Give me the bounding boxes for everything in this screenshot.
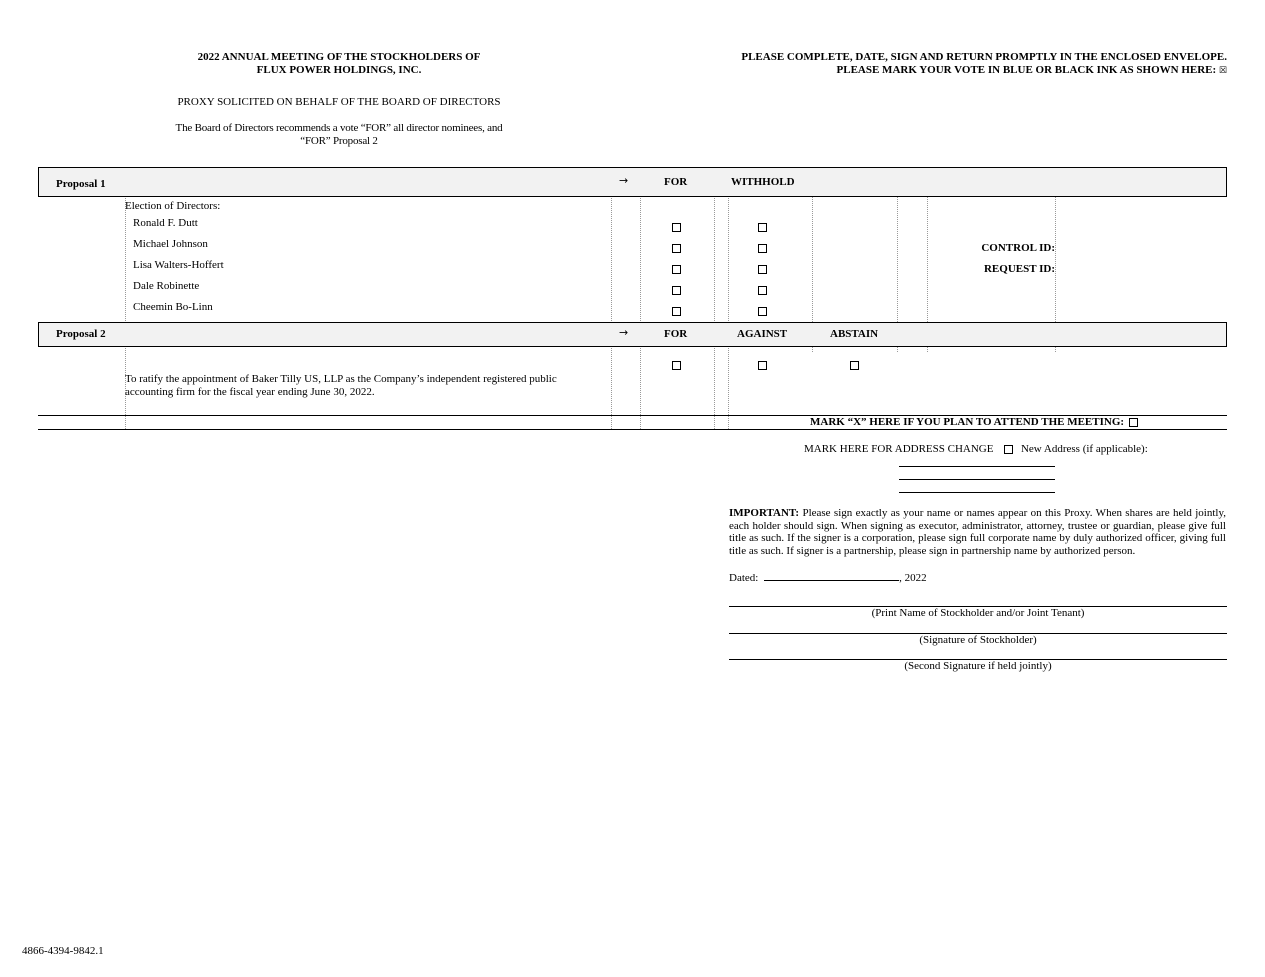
proposal2-against-header: AGAINST — [737, 328, 788, 340]
print-name-caption: (Print Name of Stockholder and/or Joint Tenant) — [871, 607, 1085, 619]
proposal1-arrow-icon: → — [619, 174, 629, 187]
column-guide — [728, 167, 729, 429]
nominee-for-checkbox[interactable] — [672, 286, 681, 295]
example-mark-icon: ☒ — [1218, 65, 1227, 76]
attend-meeting — [810, 416, 1138, 428]
board-recommendation — [139, 122, 539, 147]
election-intro: Election of Directors: — [125, 200, 221, 212]
return-instructions-line1: PLEASE COMPLETE, DATE, SIGN AND RETURN PROMPTLY IN THE ENCLOSED ENVELOPE. — [741, 51, 1227, 63]
second-signature-caption: (Second Signature if held jointly) — [904, 660, 1052, 672]
nominee-withhold-checkbox[interactable] — [758, 286, 767, 295]
nominee-name: Dale Robinette — [133, 280, 200, 292]
proposal1-withhold-header: WITHHOLD — [731, 176, 795, 188]
proposal2-header-band — [38, 322, 1227, 347]
nominee-withhold-checkbox[interactable] — [758, 307, 767, 316]
mark-instructions — [741, 64, 1227, 78]
nominee-for-checkbox[interactable] — [672, 307, 681, 316]
proposal1-for-header: FOR — [664, 176, 688, 188]
meeting-title-line1: 2022 ANNUAL MEETING OF THE STOCKHOLDERS OF — [197, 51, 481, 63]
meeting-title-line2: FLUX POWER HOLDINGS, INC. — [256, 63, 422, 76]
address-line[interactable] — [899, 466, 1055, 467]
column-guide — [640, 167, 641, 429]
column-guide — [714, 167, 715, 429]
document-id: 4866-4394-9842.1 — [22, 945, 104, 957]
nominee-for-checkbox[interactable] — [672, 223, 681, 232]
proposal2-for-header: FOR — [664, 328, 688, 340]
address-line[interactable] — [899, 479, 1055, 480]
nominee-withhold-checkbox[interactable] — [758, 223, 767, 232]
dated-label: Dated: — [729, 572, 759, 584]
board-recommendation-line2: “FOR” Proposal 2 — [300, 134, 378, 147]
address-line[interactable] — [899, 492, 1055, 493]
proposal2-abstain-checkbox[interactable] — [850, 361, 859, 370]
important-lead: IMPORTANT: — [729, 507, 800, 519]
signature-caption: (Signature of Stockholder) — [919, 634, 1037, 646]
dated-row — [729, 571, 927, 584]
proposal1-header-band — [38, 167, 1227, 197]
proxy-solicited: PROXY SOLICITED ON BEHALF OF THE BOARD OF DIRECTORS — [177, 96, 501, 108]
proposal2-description — [125, 373, 557, 398]
nominee-name: Ronald F. Dutt — [133, 217, 198, 229]
return-instructions — [741, 51, 1227, 77]
mark-instructions-line2: PLEASE MARK YOUR VOTE IN BLUE OR BLACK INK AS SHOWN HERE: — [836, 63, 1217, 76]
proposal2-description-line2: accounting firm for the fiscal year ending June 30, 2022. — [125, 385, 375, 398]
important-text: Please sign exactly as your name or names appear on this Proxy. When shares are held jointly, each holder should sign. When signing as executor, administrator, attorney, trustee or guardian, please give full title as such. If the signer is a corporation, please sign full corporate name by duly authorized officer, giving full title as such. If signer is a partnership, please sign in partnership name by authorized person. — [729, 507, 1226, 557]
proposal1-label: Proposal 1 — [56, 178, 106, 190]
nominee-withhold-checkbox[interactable] — [758, 244, 767, 253]
proposal2-arrow-icon: → — [619, 326, 629, 339]
dated-year: , 2022 — [899, 572, 927, 584]
proposal2-against-checkbox[interactable] — [758, 361, 767, 370]
address-change-label: MARK HERE FOR ADDRESS CHANGE — [804, 443, 994, 455]
column-guide — [611, 167, 612, 429]
nominee-for-checkbox[interactable] — [672, 265, 681, 274]
proposal2-description-line1: To ratify the appointment of Baker Tilly US, LLP as the Company’s independent registered public — [125, 373, 557, 385]
new-address-label: New Address (if applicable): — [1020, 443, 1148, 455]
nominee-name: Michael Johnson — [133, 238, 208, 250]
attend-meeting-label: MARK “X” HERE IF YOU PLAN TO ATTEND THE MEETING: — [810, 416, 1125, 428]
address-change-checkbox[interactable] — [1004, 445, 1013, 454]
dated-input[interactable] — [764, 571, 899, 581]
nominee-for-checkbox[interactable] — [672, 244, 681, 253]
proposal2-abstain-header: ABSTAIN — [830, 328, 879, 340]
proposal2-for-checkbox[interactable] — [672, 361, 681, 370]
proposal2-label: Proposal 2 — [56, 328, 106, 340]
nominee-name: Cheemin Bo-Linn — [133, 301, 213, 313]
attend-bottom-rule — [38, 429, 1227, 430]
nominee-name: Lisa Walters-Hoffert — [133, 259, 224, 271]
attend-meeting-checkbox[interactable] — [1129, 418, 1138, 427]
request-id-label: REQUEST ID: — [983, 263, 1055, 275]
important-notice — [729, 507, 1226, 557]
board-recommendation-line1: The Board of Directors recommends a vote “FOR” all director nominees, and — [175, 122, 503, 134]
control-id-label: CONTROL ID: — [981, 242, 1055, 254]
nominee-withhold-checkbox[interactable] — [758, 265, 767, 274]
meeting-title — [139, 51, 539, 76]
address-change — [804, 443, 1148, 455]
